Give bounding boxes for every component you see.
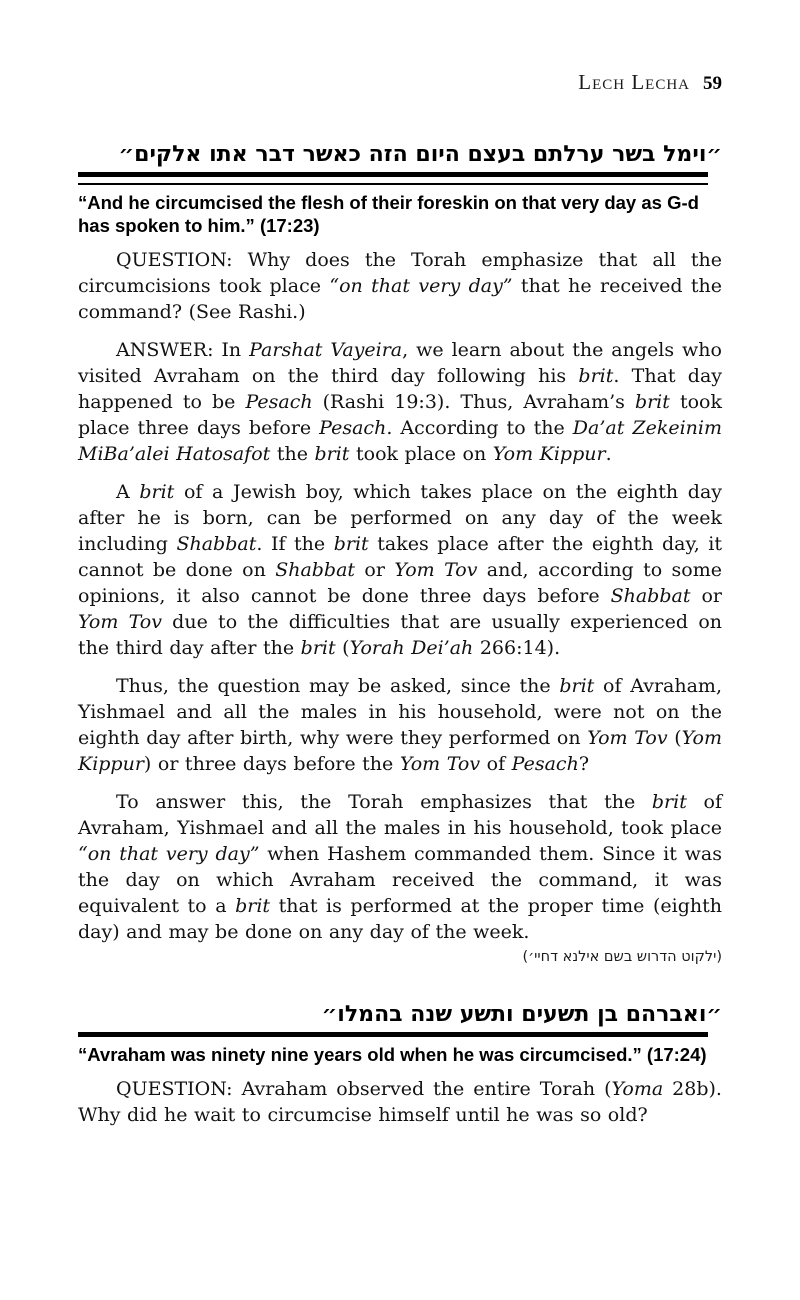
body-paragraphs xyxy=(78,1076,722,1128)
body-paragraphs xyxy=(78,247,722,945)
body-paragraph: QUESTION: Why does the Torah emphasize that all the circumcisions took place “on that very day” that he received the command? (See Rashi.) xyxy=(78,249,723,323)
body-paragraph: ANSWER: In Parshat Vayeira, we learn about the angels who visited Avraham on the third day following his brit. That day happened to be Pesach (Rashi 19:3). Thus, Avraham’s brit took place three days before Pesach. According to the Da’at Zekeinim MiBa’alei Hatosafot the brit took place on Yom Kippur. xyxy=(78,339,723,465)
body-paragraph: A brit of a Jewish boy, which takes place on the eighth day after he is born, can be performed on any day of the week including Shabbat. If the brit takes place after the eighth day, it cannot be done on Shabbat or Yom Tov and, according to some opinions, it also cannot be done three days before Shabbat or Yom Tov due to the difficulties that are usually experienced on the third day after the brit (Yorah Dei’ah 266:14). xyxy=(78,481,723,659)
commentary-section-1 xyxy=(78,140,722,967)
hebrew-verse-heading: ״וימל בשר ערלתם בעצם היום הזה כאשר דבר אתו אלקים״ xyxy=(118,142,722,167)
section-divider-rule xyxy=(78,1032,708,1037)
body-paragraph: To answer this, the Torah emphasizes that the brit of Avraham, Yishmael and all the males in his household, took place “on that very day” when Hashem commanded them. Since it was the day on which Avraham received the command, it was equivalent to a brit that is performed at the proper time (eighth day) and may be done on any day of the week. xyxy=(78,791,723,943)
hebrew-verse-heading: ״ואברהם בן תשעים ותשע שנה בהמלו״ xyxy=(321,1002,722,1027)
running-title: Lech Lecha xyxy=(578,70,690,94)
thin-rule xyxy=(78,183,708,185)
running-header xyxy=(78,70,722,95)
verse-translation: “And he circumcised the flesh of their foreskin on that very day as G-d has spoken to him.” (17:23) xyxy=(78,192,699,236)
commentary-section-2 xyxy=(78,1000,722,1128)
thick-rule xyxy=(78,172,708,177)
page-content xyxy=(78,140,722,1130)
page-number: 59 xyxy=(703,73,722,94)
source-citation: (ילקוט הדרוש בשם אילנא דחיי׳) xyxy=(522,949,722,965)
thick-rule xyxy=(78,1032,708,1037)
body-paragraph: Thus, the question may be asked, since the brit of Avraham, Yishmael and all the males in his household, were not on the eighth day after birth, why were they performed on Yom Tov (Yom Kippur) or three days before the Yom Tov of Pesach? xyxy=(78,675,723,775)
body-paragraph: QUESTION: Avraham observed the entire Torah (Yoma 28b). Why did he wait to circumcise himself until he was so old? xyxy=(78,1078,722,1126)
section-divider-rule xyxy=(78,172,708,185)
verse-translation: “Avraham was ninety nine years old when he was circumcised.” (17:24) xyxy=(78,1044,707,1065)
